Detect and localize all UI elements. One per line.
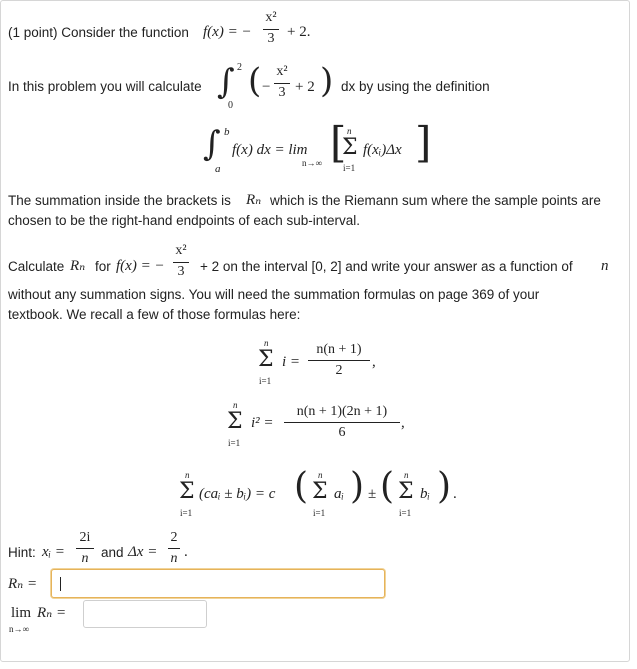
intro-text: (1 point) Consider the function xyxy=(8,25,189,40)
def-sigma: Σ xyxy=(342,135,358,160)
rn-answer-label: Rₙ = xyxy=(8,576,38,592)
f1-sum-upper: n xyxy=(264,338,269,348)
int-frac-num: x² xyxy=(276,64,288,79)
f1-sigma: Σ xyxy=(258,347,274,372)
hint-dx: Δx = xyxy=(128,544,158,560)
f3-ai: aᵢ xyxy=(334,486,344,502)
def-sum-upper: n xyxy=(347,126,352,136)
summation-text-1: The summation inside the brackets is xyxy=(8,193,231,208)
calc-frac-den: 3 xyxy=(177,264,185,279)
plus-two: + 2. xyxy=(287,24,311,40)
calc-frac-num: x² xyxy=(175,243,187,258)
fraction-bar xyxy=(263,29,279,30)
calculate-for: for xyxy=(95,259,111,274)
integral-upper: 2 xyxy=(237,62,242,73)
f3-lhs: (caᵢ ± bᵢ) = c xyxy=(199,486,276,502)
calc-rn: Rₙ xyxy=(70,258,86,274)
bracket-open: [ xyxy=(330,118,347,167)
f2-num: n(n + 1)(2n + 1) xyxy=(296,404,388,419)
def-integral-sign: ∫ xyxy=(203,124,221,164)
hint-xi-den: n xyxy=(81,551,89,566)
f2-sigma: Σ xyxy=(227,409,243,434)
int-fraction-bar xyxy=(274,83,290,84)
instructions-line-2: without any summation signs. You will need the summation formulas on page 369 of your xyxy=(8,287,540,302)
hint-dx-bar xyxy=(168,548,180,549)
calculate-suffix: + 2 on the interval [0, 2] and write your answer as a function of xyxy=(200,259,573,274)
calculate-prefix: Calculate xyxy=(8,259,65,274)
function-lhs: f(x) = − xyxy=(203,24,252,40)
frac-den-3: 3 xyxy=(267,31,275,46)
calc-fraction-bar xyxy=(173,262,189,263)
text-cursor xyxy=(60,577,61,591)
f3-period: . xyxy=(453,486,457,502)
integral-sign: ∫ xyxy=(217,62,235,102)
f2-term: i² = xyxy=(251,415,274,431)
calc-intro-text: In this problem you will calculate xyxy=(8,79,202,94)
f3-sigma-b: Σ xyxy=(398,479,414,504)
summation-text-1b: which is the Riemann sum where the sample points are xyxy=(270,193,601,208)
calc-suffix-text: dx by using the definition xyxy=(341,79,490,94)
def-summand: f(xᵢ)Δx xyxy=(363,142,402,158)
f3-sum-upper: n xyxy=(185,470,190,480)
f2-sum-lower: i=1 xyxy=(228,438,241,448)
f2-comma: , xyxy=(401,415,405,431)
bracket-close: ] xyxy=(415,118,432,167)
paren-close: ) xyxy=(320,61,334,101)
hint-and: and xyxy=(101,545,124,560)
rn-answer-input[interactable] xyxy=(51,569,385,598)
f1-fraction-bar xyxy=(308,360,370,361)
calc-n: n xyxy=(601,258,609,274)
f3-a-lower: i=1 xyxy=(313,508,326,518)
def-lim-sub: n→∞ xyxy=(302,158,322,168)
f2-fraction-bar xyxy=(284,422,400,423)
f1-comma: , xyxy=(372,354,376,370)
f1-term: i = xyxy=(282,354,301,370)
summation-text-2: chosen to be the right-hand endpoints of each sub-interval. xyxy=(8,213,360,228)
f2-sum-upper: n xyxy=(233,400,238,410)
f2-den: 6 xyxy=(338,425,346,440)
f3-a-upper: n xyxy=(318,470,323,480)
lim-sub: n→∞ xyxy=(9,624,29,634)
f3-paren-a-open: ( xyxy=(294,466,309,507)
hint-label: Hint: xyxy=(8,545,36,560)
lim-var: Rₙ = xyxy=(37,605,67,621)
paren-open: ( xyxy=(248,61,262,101)
f1-num: n(n + 1) xyxy=(316,342,362,357)
hint-dx-den: n xyxy=(170,551,178,566)
calc-fx: f(x) = − xyxy=(116,258,165,274)
f3-paren-b-open: ( xyxy=(380,466,395,507)
f1-sum-lower: i=1 xyxy=(259,376,272,386)
hint-dx-num: 2 xyxy=(170,530,178,545)
hint-xi: xᵢ = xyxy=(42,544,65,560)
f3-b-upper: n xyxy=(404,470,409,480)
f1-den: 2 xyxy=(335,363,343,378)
hint-xi-num: 2i xyxy=(79,530,91,545)
f3-paren-b-close: ) xyxy=(437,466,452,507)
instructions-line-3: textbook. We recall a few of those formulas here: xyxy=(8,307,301,322)
f3-bi: bᵢ xyxy=(420,486,430,502)
def-sum-lower: i=1 xyxy=(343,163,356,173)
f3-paren-a-close: ) xyxy=(350,466,365,507)
def-upper-b: b xyxy=(224,126,230,138)
f3-sigma: Σ xyxy=(179,479,195,504)
f3-sum-lower: i=1 xyxy=(180,508,193,518)
lim-label: lim xyxy=(11,605,32,621)
f3-b-lower: i=1 xyxy=(399,508,412,518)
def-lhs: f(x) dx = lim xyxy=(232,142,308,158)
int-plus-two: + 2 xyxy=(295,79,315,95)
def-lower-a: a xyxy=(215,163,221,175)
minus-sign: − xyxy=(262,79,271,95)
hint-end: . xyxy=(184,544,188,560)
f3-pm: ± xyxy=(368,486,377,502)
hint-xi-bar xyxy=(76,548,94,549)
rn-symbol: Rₙ xyxy=(246,192,262,208)
int-frac-den: 3 xyxy=(278,85,286,100)
frac-num-x2: x² xyxy=(265,10,277,25)
f3-sigma-a: Σ xyxy=(312,479,328,504)
integral-lower: 0 xyxy=(228,100,233,111)
limit-answer-input[interactable] xyxy=(83,600,207,628)
